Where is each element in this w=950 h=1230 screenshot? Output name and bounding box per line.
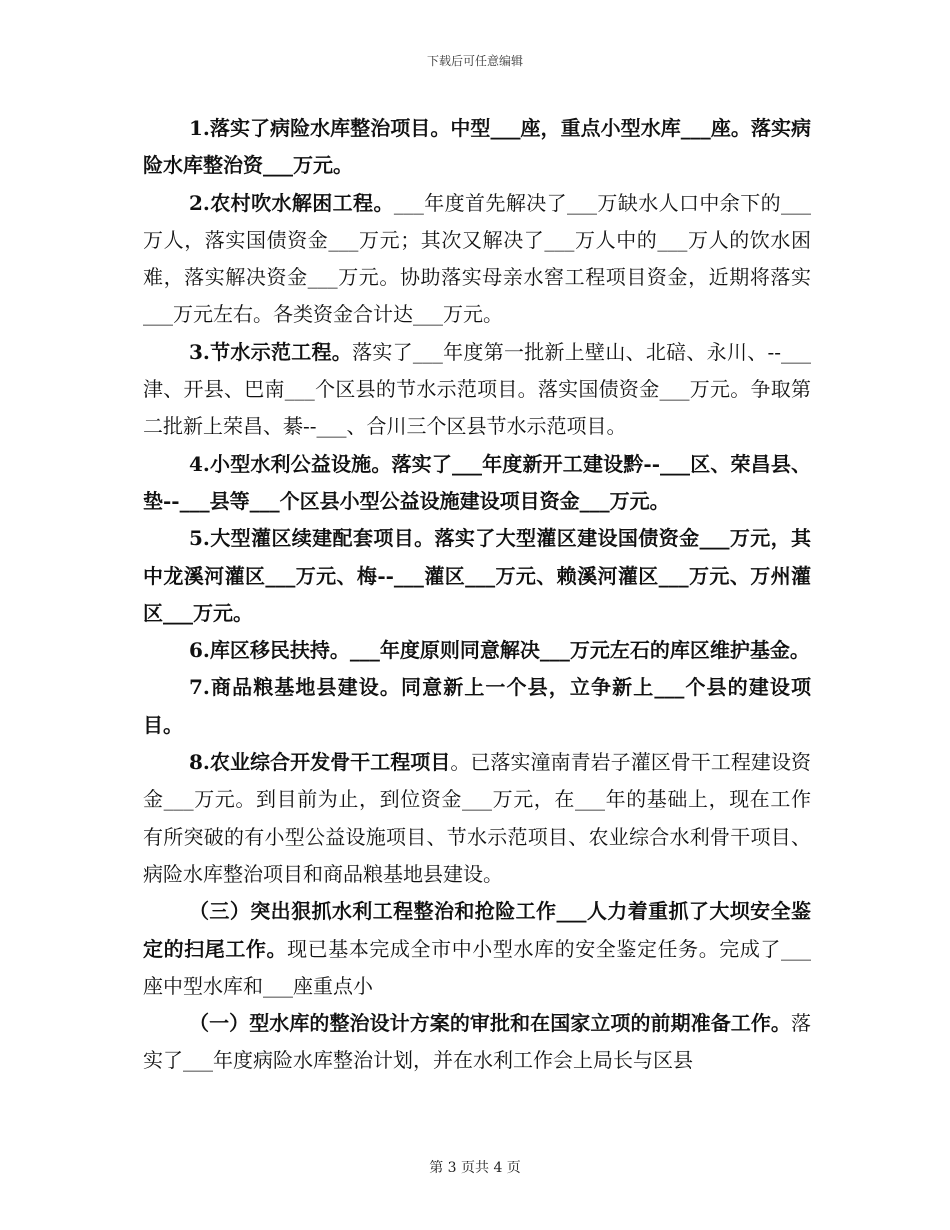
paragraph-lead: 4.小型水利公益设施。落实了___年度新开工建设黔--___区、荣昌县、垫--___县等___个区县小型公益设施建设项目资金___万元。 bbox=[143, 451, 811, 513]
paragraph-lead: 8.农业综合开发骨干工程项目 bbox=[189, 750, 451, 775]
paragraph-7 bbox=[143, 669, 811, 744]
paragraph-2 bbox=[143, 185, 811, 334]
paragraph-text: 落实了___年度第一批新上壁山、北碚、永川、--___津、开县、巴南___个区县的节水示范项目。落实国债资金___万元。争取第二批新上荣昌、綦--___、合川三个区县节水示范项目。 bbox=[143, 339, 812, 439]
paragraph-lead: 7.商品粮基地县建设。同意新上一个县，立争新上___个县的建设项目。 bbox=[143, 675, 811, 737]
paragraph-text: 现已基本完成全市中小型水库的安全鉴定任务。完成了___座中型水库和___座重点小 bbox=[143, 936, 812, 998]
paragraph-lead: 6.库区移民扶持。___年度原则同意解决___万元左石的库区维护基金。 bbox=[189, 638, 810, 663]
paragraph-8 bbox=[143, 744, 811, 893]
paragraph-text: 。已落实潼南青岩子灌区骨干工程建设资金___万元。到目前为止，到位资金___万元，在___年的基础上，现在工作有所突破的有小型公益设施项目、节水示范项目、农业综合水利骨干项目、病险水库整治项目和商品粮基地县建设。 bbox=[143, 750, 811, 886]
paragraph-1 bbox=[143, 110, 811, 185]
paragraph-lead: 5.大型灌区续建配套项目。落实了大型灌区建设国债资金___万元，其中龙溪河灌区___万元、梅--___灌区___万元、赖溪河灌区___万元、万州灌区___万元。 bbox=[143, 526, 811, 625]
paragraph-3 bbox=[143, 334, 811, 446]
paragraph-lead: （一）型水库的整治设计方案的审批和在国家立项的前期准备工作。 bbox=[189, 1011, 791, 1036]
paragraph-9 bbox=[143, 893, 811, 1005]
page-header: 下载后可任意编辑 bbox=[426, 54, 523, 68]
paragraph-5 bbox=[143, 520, 811, 632]
page-footer: 第 3 页共 4 页 bbox=[429, 1160, 521, 1176]
paragraph-lead: （三）突出狠抓水利工程整治和抢险工作___人力着重抓了大坝安全鉴定的扫尾工作。 bbox=[143, 899, 811, 961]
paragraph-lead: 2.农村吹水解困工程。 bbox=[189, 190, 394, 215]
paragraph-text: 落实了___年度病险水库整治计划，并在水利工作会上局长与区县 bbox=[143, 1011, 811, 1073]
paragraph-lead: 1.落实了病险水库整治项目。中型___座，重点小型水库___座。落实病险水库整治资___万元。 bbox=[143, 116, 811, 178]
document-body bbox=[143, 110, 811, 1080]
paragraph-lead: 3.节水示范工程。 bbox=[189, 339, 353, 364]
paragraph-text: ___年度首先解决了___万缺水人口中余下的___万人，落实国债资金___万元；其次又解决了___万人中的___万人的饮水困难，落实解决资金___万元。协助落实母亲水窖工程项目资金，近期将落实___万元左右。各类资金合计达___万元。 bbox=[143, 190, 812, 327]
paragraph-10 bbox=[143, 1005, 811, 1080]
paragraph-4 bbox=[143, 446, 811, 521]
paragraph-6 bbox=[143, 632, 811, 669]
